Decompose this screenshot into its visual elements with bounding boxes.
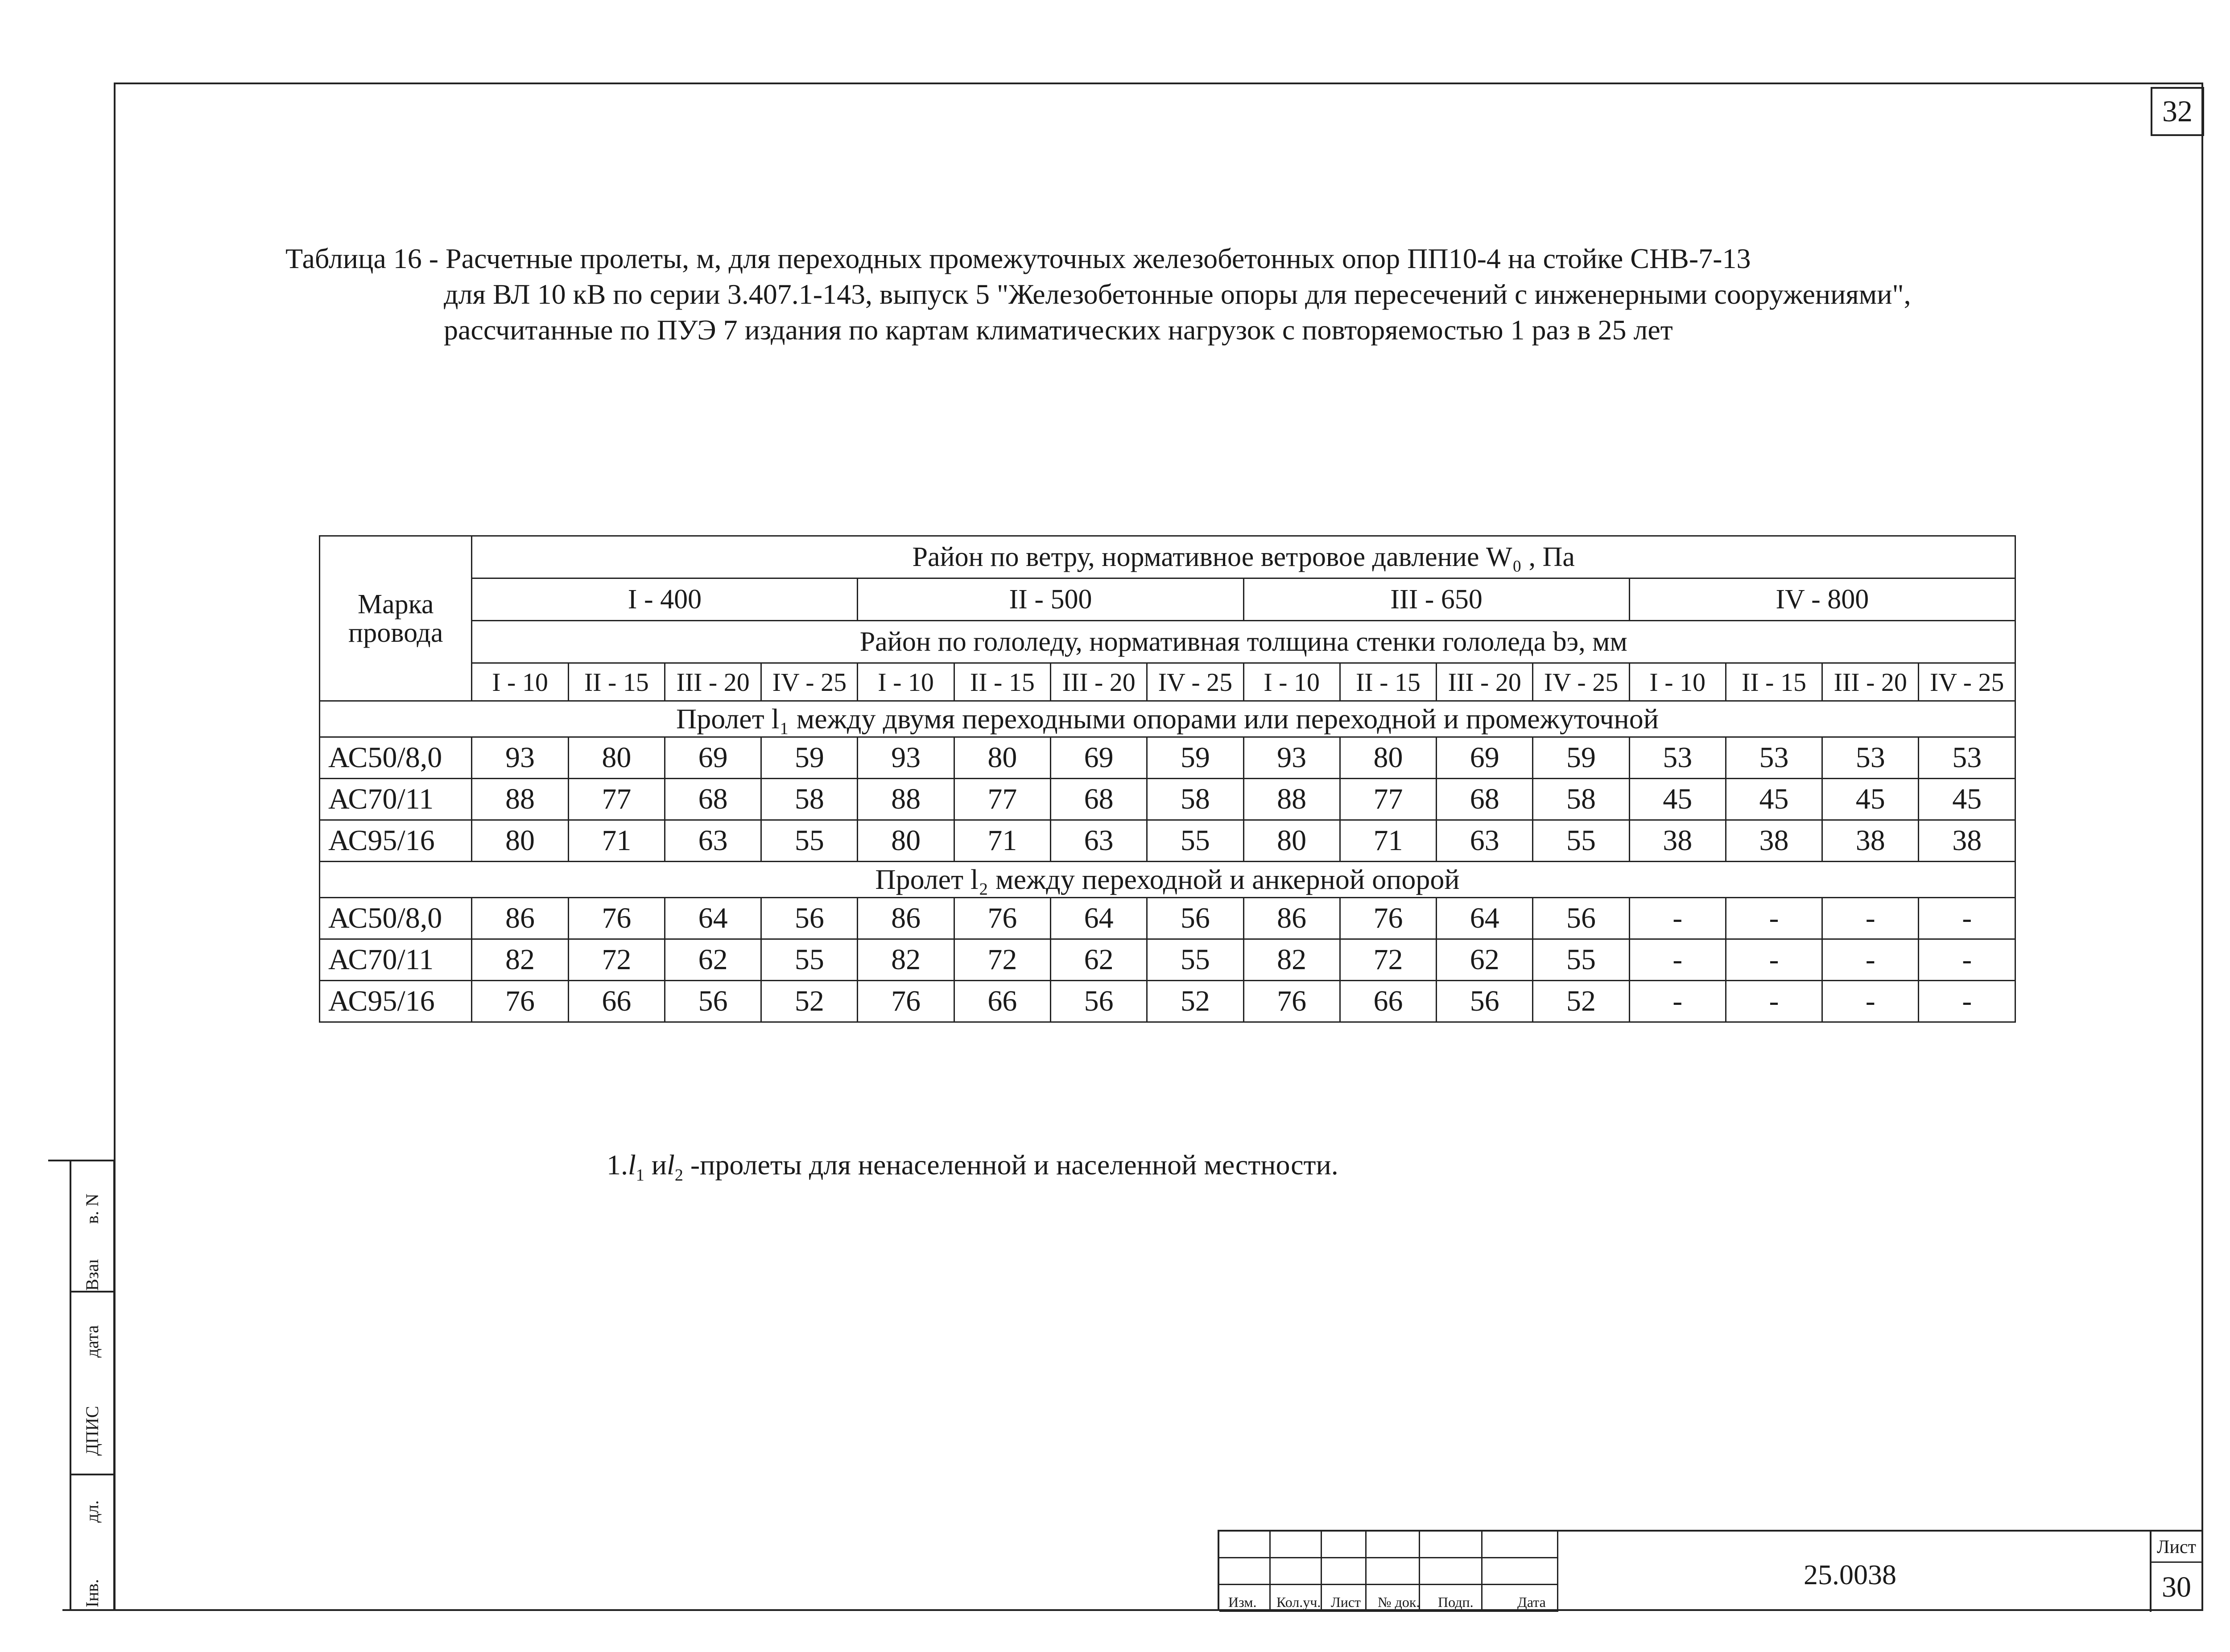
wind-region: IV - 800 <box>1629 578 2015 621</box>
span-value-cell: - <box>1919 939 2015 981</box>
wind-header: Район по ветру, нормативное ветровое давление W₀ , Па <box>472 536 2015 578</box>
wire-mark-cell: АС50/8,0 <box>320 898 472 939</box>
span-value-cell: 66 <box>954 981 1050 1022</box>
span-value-cell: 62 <box>1051 939 1147 981</box>
title-block-cell <box>1420 1532 1483 1558</box>
span-value-cell: - <box>1726 939 1822 981</box>
title-block-cell <box>1271 1558 1322 1585</box>
caption-line-1: Таблица 16 - Расчетные пролеты, м, для переходных промежуточных железобетонных опор ПП10-4 на стойке СНВ-7-13 <box>285 243 1751 274</box>
span-value-cell: 88 <box>858 779 954 820</box>
table-row <box>320 939 2015 981</box>
span-value-cell: 55 <box>761 820 858 862</box>
span-value-cell: - <box>1822 939 1919 981</box>
title-block-cell <box>1367 1558 1420 1585</box>
caption-line-3: рассчитанные по ПУЭ 7 издания по картам климатических нагрузок с повторяемостью 1 раз в 25 лет <box>444 314 1673 346</box>
span-value-cell: 88 <box>1243 779 1340 820</box>
footnote <box>607 1148 1338 1185</box>
span-value-cell: 59 <box>1533 737 1629 779</box>
stamp-label: Дата <box>1517 1594 1546 1610</box>
span-value-cell: 69 <box>1051 737 1147 779</box>
title-block-cell <box>1483 1532 1558 1558</box>
mark-header-line-2: провода <box>348 617 443 648</box>
span-value-cell: - <box>1919 898 2015 939</box>
span-value-cell: 55 <box>761 939 858 981</box>
side-label: Інв. <box>82 1579 102 1607</box>
section-1-title: Пролет l₁ между двумя переходными опорами или переходной и промежуточной <box>320 701 2015 737</box>
span-value-cell: 53 <box>1629 737 1726 779</box>
top-page-number: 32 <box>2151 87 2204 136</box>
span-value-cell: 76 <box>954 898 1050 939</box>
title-block-cell <box>1367 1532 1420 1558</box>
wire-mark-cell: АС95/16 <box>320 820 472 862</box>
span-value-cell: 56 <box>1437 981 1533 1022</box>
stamp-label: Подп. <box>1438 1594 1474 1610</box>
ice-header: Район по гололеду, нормативная толщина стенки гололеда bэ, мм <box>472 621 2015 663</box>
span-value-cell: 53 <box>1919 737 2015 779</box>
side-stamp-divider <box>70 1161 71 1610</box>
ice-regions-row <box>320 663 2015 701</box>
stamp-label: № док. <box>1378 1594 1420 1610</box>
span-value-cell: - <box>1822 981 1919 1022</box>
footnote-l1-sub: 1 <box>636 1165 644 1185</box>
span-value-cell: 45 <box>1629 779 1726 820</box>
footnote-text: -пролеты для ненаселенной и населенной местности. <box>683 1149 1338 1181</box>
span-value-cell: 71 <box>568 820 665 862</box>
span-value-cell: 64 <box>1437 898 1533 939</box>
span-value-cell: 62 <box>1437 939 1533 981</box>
side-stamp <box>48 1160 115 1610</box>
footnote-and: и <box>644 1149 667 1181</box>
span-value-cell: 63 <box>1051 820 1147 862</box>
span-value-cell: - <box>1919 981 2015 1022</box>
side-label: в. N <box>82 1194 102 1224</box>
span-value-cell: 68 <box>1437 779 1533 820</box>
table-caption <box>285 241 1911 348</box>
side-stamp-line <box>70 1291 113 1293</box>
span-value-cell: 86 <box>1243 898 1340 939</box>
span-value-cell: 69 <box>1437 737 1533 779</box>
wire-mark-cell: АС95/16 <box>320 981 472 1022</box>
ice-region-cell: III - 20 <box>1051 663 1147 701</box>
span-value-cell: 93 <box>1243 737 1340 779</box>
wind-region: II - 500 <box>858 578 1243 621</box>
side-label: ДПИС <box>82 1406 102 1456</box>
span-value-cell: 77 <box>568 779 665 820</box>
ice-region-cell: III - 20 <box>1822 663 1919 701</box>
title-block-cell <box>1322 1558 1367 1585</box>
span-value-cell: 82 <box>1243 939 1340 981</box>
title-block-cell <box>1219 1532 1271 1558</box>
span-value-cell: 66 <box>1340 981 1436 1022</box>
span-value-cell: 58 <box>1533 779 1629 820</box>
span-value-cell: 45 <box>1919 779 2015 820</box>
span-value-cell: 58 <box>761 779 858 820</box>
span-value-cell: - <box>1629 898 1726 939</box>
caption-line-2: для ВЛ 10 кВ по серии 3.407.1-143, выпуск 5 "Железобетонные опоры для пересечений с инженерными сооружениями", <box>444 278 1911 310</box>
title-block <box>1218 1530 2203 1610</box>
span-value-cell: 80 <box>954 737 1050 779</box>
section-1-body <box>320 737 2015 862</box>
span-value-cell: 76 <box>568 898 665 939</box>
span-value-cell: 56 <box>1147 898 1243 939</box>
ice-region-cell: I - 10 <box>1629 663 1726 701</box>
section-2-title: Пролет l₂ между переходной и анкерной опорой <box>320 862 2015 898</box>
span-value-cell: 80 <box>1243 820 1340 862</box>
span-value-cell: 38 <box>1822 820 1919 862</box>
stamp-label: Лист <box>1331 1594 1361 1610</box>
side-label: Взаı <box>82 1259 102 1291</box>
wire-mark-cell: АС70/11 <box>320 779 472 820</box>
span-value-cell: 93 <box>472 737 568 779</box>
span-value-cell: 55 <box>1533 820 1629 862</box>
ice-region-cell: IV - 25 <box>1919 663 2015 701</box>
span-value-cell: 56 <box>761 898 858 939</box>
spans-table <box>319 535 2016 1023</box>
span-value-cell: 68 <box>665 779 761 820</box>
sheet-box <box>2150 1532 2203 1612</box>
span-value-cell: 82 <box>858 939 954 981</box>
span-value-cell: 64 <box>665 898 761 939</box>
table-row <box>320 820 2015 862</box>
stamp-label: Кол.уч. <box>1276 1594 1321 1610</box>
ice-region-cell: I - 10 <box>472 663 568 701</box>
span-value-cell: - <box>1629 939 1726 981</box>
span-value-cell: 76 <box>858 981 954 1022</box>
footnote-l1: l <box>628 1149 636 1181</box>
mark-header <box>320 536 472 701</box>
ice-region-cell: II - 15 <box>568 663 665 701</box>
title-block-cell <box>1420 1558 1483 1585</box>
span-value-cell: - <box>1629 981 1726 1022</box>
ice-region-cell: I - 10 <box>1243 663 1340 701</box>
span-value-cell: 77 <box>1340 779 1436 820</box>
ice-region-cell: II - 15 <box>1340 663 1436 701</box>
table-row <box>320 737 2015 779</box>
span-value-cell: 56 <box>1533 898 1629 939</box>
span-value-cell: 77 <box>954 779 1050 820</box>
span-value-cell: 72 <box>954 939 1050 981</box>
span-value-cell: 88 <box>472 779 568 820</box>
ice-region-cell: IV - 25 <box>1147 663 1243 701</box>
span-value-cell: 52 <box>1147 981 1243 1022</box>
wind-region: III - 650 <box>1243 578 1629 621</box>
span-value-cell: 68 <box>1051 779 1147 820</box>
table-row <box>320 779 2015 820</box>
span-value-cell: 63 <box>665 820 761 862</box>
span-value-cell: 56 <box>665 981 761 1022</box>
span-value-cell: 69 <box>665 737 761 779</box>
ice-region-cell: IV - 25 <box>1533 663 1629 701</box>
side-label: дл. <box>82 1500 102 1523</box>
span-value-cell: - <box>1726 898 1822 939</box>
wire-mark-cell: АС70/11 <box>320 939 472 981</box>
span-value-cell: 76 <box>472 981 568 1022</box>
title-block-cell <box>1271 1532 1322 1558</box>
span-value-cell: 72 <box>1340 939 1436 981</box>
span-value-cell: 64 <box>1051 898 1147 939</box>
span-value-cell: 71 <box>1340 820 1436 862</box>
span-value-cell: 45 <box>1726 779 1822 820</box>
span-value-cell: 86 <box>472 898 568 939</box>
title-block-cell <box>1219 1558 1271 1585</box>
span-value-cell: 45 <box>1822 779 1919 820</box>
span-value-cell: 59 <box>1147 737 1243 779</box>
wind-region: I - 400 <box>472 578 858 621</box>
footnote-l2: l <box>667 1149 675 1181</box>
span-value-cell: 93 <box>858 737 954 779</box>
table-row <box>320 898 2015 939</box>
span-value-cell: 66 <box>568 981 665 1022</box>
span-value-cell: 62 <box>665 939 761 981</box>
section-2-body <box>320 898 2015 1022</box>
span-value-cell: 52 <box>1533 981 1629 1022</box>
span-value-cell: 38 <box>1629 820 1726 862</box>
span-value-cell: 82 <box>472 939 568 981</box>
span-value-cell: 80 <box>568 737 665 779</box>
span-value-cell: 59 <box>761 737 858 779</box>
sheet-number: 30 <box>2162 1571 2191 1603</box>
ice-region-cell: III - 20 <box>665 663 761 701</box>
span-value-cell: 53 <box>1822 737 1919 779</box>
span-value-cell: 55 <box>1147 820 1243 862</box>
ice-region-cell: II - 15 <box>1726 663 1822 701</box>
span-value-cell: 55 <box>1533 939 1629 981</box>
span-value-cell: 80 <box>1340 737 1436 779</box>
document-code: 25.0038 <box>1804 1559 1896 1590</box>
span-value-cell: 55 <box>1147 939 1243 981</box>
stamp-label: Изм. <box>1228 1594 1257 1610</box>
table-row <box>320 981 2015 1022</box>
span-value-cell: 86 <box>858 898 954 939</box>
span-value-cell: 56 <box>1051 981 1147 1022</box>
span-value-cell: 38 <box>1919 820 2015 862</box>
ice-region-cell: II - 15 <box>954 663 1050 701</box>
span-value-cell: 38 <box>1726 820 1822 862</box>
side-label: дата <box>82 1325 102 1358</box>
span-value-cell: 53 <box>1726 737 1822 779</box>
footnote-l2-sub: 2 <box>674 1165 683 1185</box>
span-value-cell: - <box>1726 981 1822 1022</box>
span-value-cell: 72 <box>568 939 665 981</box>
ice-region-cell: III - 20 <box>1437 663 1533 701</box>
span-value-cell: 80 <box>858 820 954 862</box>
ice-region-cell: I - 10 <box>858 663 954 701</box>
mark-header-line-1: Марка <box>358 589 434 620</box>
title-block-cell <box>1322 1532 1367 1558</box>
ice-region-cell: IV - 25 <box>761 663 858 701</box>
span-value-cell: 80 <box>472 820 568 862</box>
title-block-cell <box>1483 1558 1558 1585</box>
span-value-cell: 52 <box>761 981 858 1022</box>
span-value-cell: - <box>1822 898 1919 939</box>
sheet-label: Лист <box>2150 1532 2203 1563</box>
wire-mark-cell: АС50/8,0 <box>320 737 472 779</box>
span-value-cell: 76 <box>1243 981 1340 1022</box>
span-value-cell: 71 <box>954 820 1050 862</box>
side-stamp-line <box>70 1474 113 1475</box>
span-value-cell: 58 <box>1147 779 1243 820</box>
span-value-cell: 76 <box>1340 898 1436 939</box>
span-value-cell: 63 <box>1437 820 1533 862</box>
footnote-prefix: 1. <box>607 1149 628 1181</box>
